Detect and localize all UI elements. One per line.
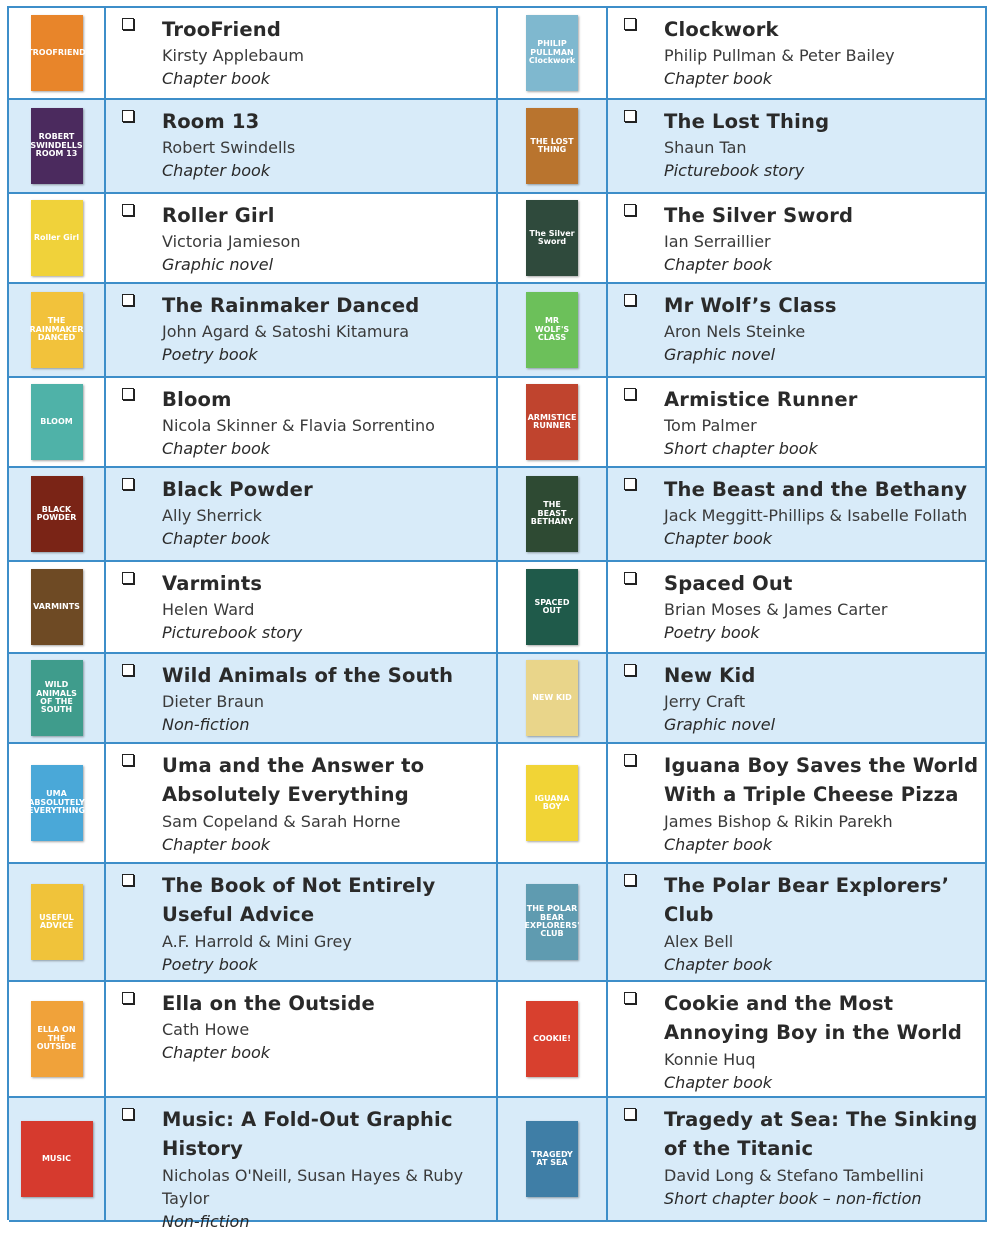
book-title: Armistice Runner <box>664 388 858 411</box>
book-entry <box>106 1098 498 1231</box>
book-entry <box>106 654 498 744</box>
book-author: Brian Moses & James Carter <box>664 600 888 620</box>
book-entry <box>608 378 987 468</box>
read-checkbox[interactable] <box>122 110 134 122</box>
book-entry <box>608 744 987 864</box>
book-author: Kirsty Applebaum <box>162 46 304 66</box>
read-checkbox[interactable] <box>122 294 134 306</box>
book-type: Non-fiction <box>162 1211 250 1231</box>
book-entry <box>608 864 987 982</box>
book-type: Poetry book <box>162 345 258 365</box>
book-cover-image: TRAGEDY AT SEA <box>526 1121 578 1197</box>
book-cover-cell <box>498 468 608 562</box>
book-author: Ally Sherrick <box>162 506 262 526</box>
book-title: The Book of Not Entirely Useful Advice <box>162 874 436 927</box>
book-type: Poetry book <box>162 954 258 974</box>
book-cover-image: USEFUL ADVICE <box>31 884 83 960</box>
book-entry <box>608 1098 987 1222</box>
book-author: Cath Howe <box>162 1020 250 1040</box>
book-type: Chapter book <box>664 834 773 854</box>
read-checkbox[interactable] <box>624 204 636 216</box>
book-type: Graphic novel <box>162 255 274 275</box>
book-type: Poetry book <box>664 623 760 643</box>
book-type: Chapter book <box>162 529 271 549</box>
book-title: Uma and the Answer to Absolutely Everything <box>162 754 425 807</box>
book-title: Bloom <box>162 388 232 411</box>
book-type: Chapter book <box>162 69 271 89</box>
book-type: Chapter book <box>162 1043 271 1063</box>
book-cover-image: IGUANA BOY <box>526 765 578 841</box>
book-author: Jerry Craft <box>664 692 746 712</box>
book-title: Music: A Fold-Out Graphic History <box>162 1108 453 1161</box>
book-title: Tragedy at Sea: The Sinking of the Titanic <box>664 1108 978 1161</box>
book-cover-image: MR WOLF'S CLASS <box>526 292 578 368</box>
book-cover-cell <box>498 284 608 378</box>
book-cover-image: NEW KID <box>526 660 578 736</box>
book-cover-image: ROBERT SWINDELLS ROOM 13 <box>31 108 83 184</box>
read-checkbox[interactable] <box>624 572 636 584</box>
book-type: Non-fiction <box>162 715 250 735</box>
read-checkbox[interactable] <box>122 478 134 490</box>
book-cover-cell <box>498 1098 608 1222</box>
book-cover-image: VARMINTS <box>31 569 83 645</box>
read-checkbox[interactable] <box>624 1108 636 1120</box>
book-cover-image: ARMISTICE RUNNER <box>526 384 578 460</box>
book-list-table <box>7 6 987 1231</box>
book-entry <box>106 8 498 100</box>
book-cover-image: BLOOM <box>31 384 83 460</box>
book-entry <box>106 864 498 982</box>
book-cover-cell <box>9 284 106 378</box>
read-checkbox[interactable] <box>624 388 636 400</box>
book-cover-cell <box>9 1098 106 1222</box>
read-checkbox[interactable] <box>122 388 134 400</box>
book-author: Helen Ward <box>162 600 255 620</box>
read-checkbox[interactable] <box>122 204 134 216</box>
book-type: Short chapter book – non-fiction <box>664 1188 922 1208</box>
book-cover-image: MUSIC <box>21 1121 93 1197</box>
book-author: Aron Nels Steinke <box>664 322 806 342</box>
book-cover-cell <box>9 468 106 562</box>
book-entry <box>106 982 498 1098</box>
book-cover-image: SPACED OUT <box>526 569 578 645</box>
book-title: Varmints <box>162 572 263 595</box>
book-author: A.F. Harrold & Mini Grey <box>162 931 352 951</box>
book-author: Jack Meggitt-Phillips & Isabelle Follath <box>664 506 968 526</box>
book-author: John Agard & Satoshi Kitamura <box>162 322 410 342</box>
book-title: Black Powder <box>162 478 313 501</box>
book-entry <box>608 284 987 378</box>
read-checkbox[interactable] <box>122 664 134 676</box>
book-author: David Long & Stefano Tambellini <box>664 1165 924 1185</box>
book-author: Robert Swindells <box>162 138 296 158</box>
book-cover-cell <box>9 100 106 194</box>
book-cover-image: TROOFRIEND <box>31 15 83 91</box>
book-cover-cell <box>9 654 106 744</box>
book-cover-cell <box>498 100 608 194</box>
book-cover-cell <box>498 864 608 982</box>
book-cover-cell <box>498 982 608 1098</box>
book-entry <box>608 562 987 654</box>
read-checkbox[interactable] <box>122 992 134 1004</box>
book-cover-cell <box>498 8 608 100</box>
book-author: Victoria Jamieson <box>162 232 301 252</box>
book-title: The Beast and the Bethany <box>664 478 968 501</box>
book-entry <box>106 562 498 654</box>
book-entry <box>608 654 987 744</box>
book-cover-image: WILD ANIMALS OF THE SOUTH <box>31 660 83 736</box>
book-title: The Lost Thing <box>664 110 830 133</box>
book-type: Short chapter book <box>664 439 818 459</box>
book-type: Chapter book <box>162 439 271 459</box>
book-entry <box>106 284 498 378</box>
book-type: Chapter book <box>664 529 773 549</box>
book-cover-image: COOKIE! <box>526 1001 578 1077</box>
read-checkbox[interactable] <box>122 754 134 766</box>
book-cover-image: Roller Girl <box>31 200 83 276</box>
book-cover-cell <box>9 744 106 864</box>
read-checkbox[interactable] <box>624 294 636 306</box>
book-cover-cell <box>498 562 608 654</box>
book-author: Tom Palmer <box>664 416 757 436</box>
book-cover-image: UMA ABSOLUTELY EVERYTHING <box>31 765 83 841</box>
book-entry <box>608 982 987 1098</box>
book-cover-image: THE POLAR BEAR EXPLORERS' CLUB <box>526 884 578 960</box>
book-type: Chapter book <box>162 834 271 854</box>
book-entry <box>106 194 498 284</box>
book-title: Roller Girl <box>162 204 275 227</box>
book-entry <box>608 8 987 100</box>
book-author: Shaun Tan <box>664 138 747 158</box>
book-author: Dieter Braun <box>162 692 265 712</box>
book-title: The Silver Sword <box>664 204 854 227</box>
book-title: TrooFriend <box>162 18 282 41</box>
read-checkbox[interactable] <box>624 874 636 886</box>
book-title: Spaced Out <box>664 572 793 595</box>
book-entry <box>608 468 987 562</box>
read-checkbox[interactable] <box>122 572 134 584</box>
read-checkbox[interactable] <box>624 754 636 766</box>
book-cover-cell <box>498 194 608 284</box>
book-title: Cookie and the Most Annoying Boy in the World <box>664 992 963 1045</box>
book-cover-cell <box>498 654 608 744</box>
read-checkbox[interactable] <box>122 874 134 886</box>
book-cover-cell <box>9 864 106 982</box>
book-author: Nicola Skinner & Flavia Sorrentino <box>162 416 435 436</box>
book-entry <box>106 100 498 194</box>
book-type: Chapter book <box>664 1072 773 1092</box>
book-title: Clockwork <box>664 18 779 41</box>
book-entry <box>106 378 498 468</box>
book-cover-cell <box>498 378 608 468</box>
book-cover-image: The Silver Sword <box>526 200 578 276</box>
book-title: Wild Animals of the South <box>162 664 454 687</box>
book-cover-cell <box>9 982 106 1098</box>
book-entry <box>106 744 498 864</box>
book-entry <box>608 100 987 194</box>
book-cover-cell <box>9 562 106 654</box>
read-checkbox[interactable] <box>624 992 636 1004</box>
book-author: Alex Bell <box>664 931 734 951</box>
book-title: Room 13 <box>162 110 260 133</box>
book-cover-cell <box>9 378 106 468</box>
book-cover-image: BLACK POWDER <box>31 476 83 552</box>
book-entry <box>106 468 498 562</box>
book-cover-cell <box>9 8 106 100</box>
book-cover-image: THE LOST THING <box>526 108 578 184</box>
book-type: Chapter book <box>664 69 773 89</box>
book-title: Iguana Boy Saves the World With a Triple Cheese Pizza <box>664 754 979 807</box>
book-cover-image: ELLA ON THE OUTSIDE <box>31 1001 83 1077</box>
read-checkbox[interactable] <box>624 18 636 30</box>
book-type: Chapter book <box>162 161 271 181</box>
book-title: The Rainmaker Danced <box>162 294 420 317</box>
book-type: Graphic novel <box>664 715 776 735</box>
book-title: The Polar Bear Explorers’ Club <box>664 874 950 927</box>
book-type: Picturebook story <box>664 161 805 181</box>
book-cover-image: PHILIP PULLMAN Clockwork <box>526 15 578 91</box>
book-type: Picturebook story <box>162 623 303 643</box>
book-title: New Kid <box>664 664 756 687</box>
book-author: James Bishop & Rikin Parekh <box>664 811 893 831</box>
book-author: Nicholas O'Neill, Susan Hayes & Ruby Taylor <box>162 1165 464 1208</box>
read-checkbox[interactable] <box>122 1108 134 1120</box>
book-entry <box>608 194 987 284</box>
read-checkbox[interactable] <box>624 110 636 122</box>
book-cover-image: THE RAINMAKER DANCED <box>31 292 83 368</box>
read-checkbox[interactable] <box>624 664 636 676</box>
book-cover-image: THE BEAST BETHANY <box>526 476 578 552</box>
book-type: Chapter book <box>664 255 773 275</box>
book-type: Chapter book <box>664 954 773 974</box>
book-cover-cell <box>498 744 608 864</box>
read-checkbox[interactable] <box>624 478 636 490</box>
book-author: Konnie Huq <box>664 1049 756 1069</box>
book-author: Ian Serraillier <box>664 232 771 252</box>
read-checkbox[interactable] <box>122 18 134 30</box>
book-type: Graphic novel <box>664 345 776 365</box>
book-author: Sam Copeland & Sarah Horne <box>162 811 401 831</box>
book-title: Mr Wolf’s Class <box>664 294 837 317</box>
book-cover-cell <box>9 194 106 284</box>
book-author: Philip Pullman & Peter Bailey <box>664 46 895 66</box>
book-title: Ella on the Outside <box>162 992 375 1015</box>
